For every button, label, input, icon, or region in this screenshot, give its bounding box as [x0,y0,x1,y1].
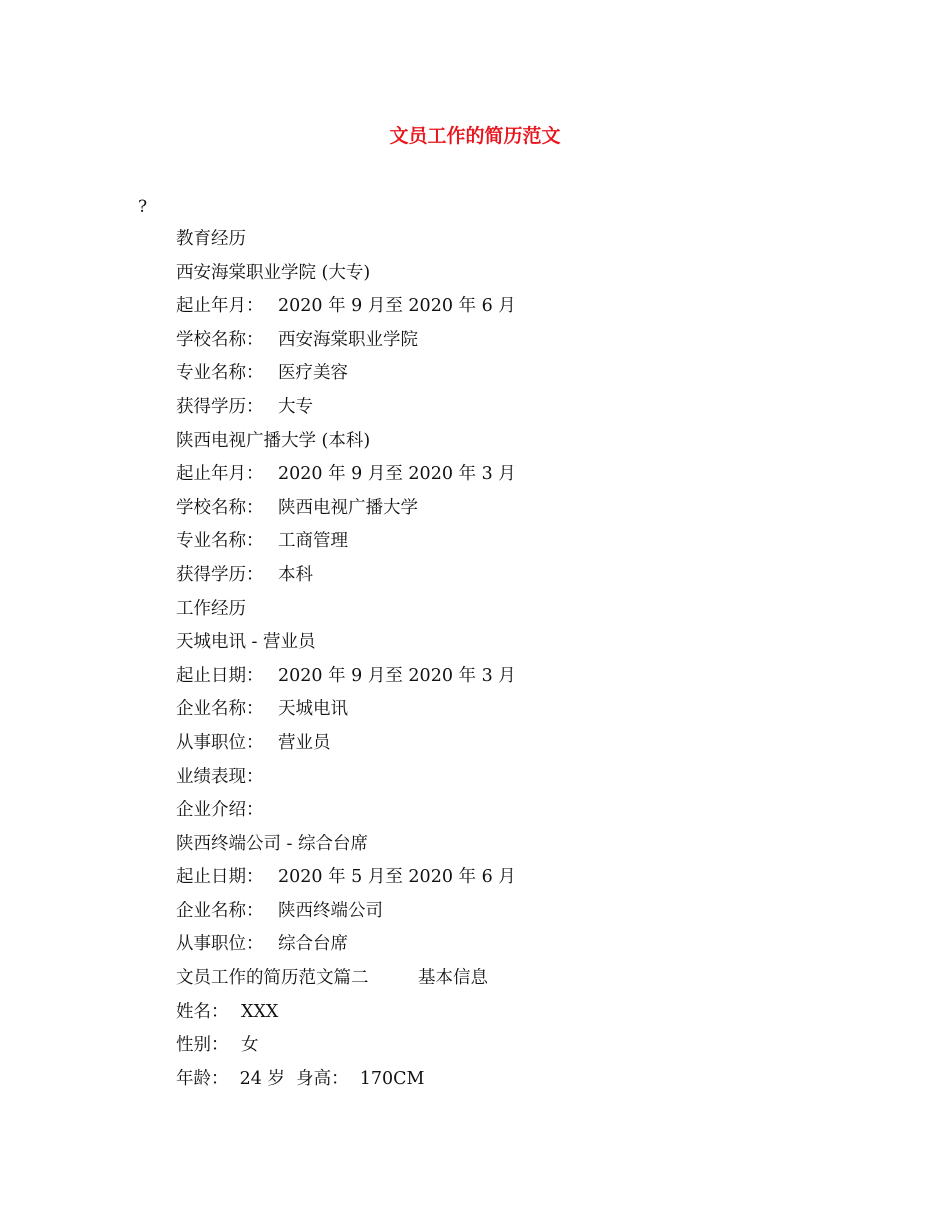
field-row [176,294,516,328]
section-heading-work [176,597,516,631]
field-row [176,395,516,429]
field-label: 学校名称： [176,329,264,350]
line-text: 陕西终端公司 - 综合台席 [176,833,369,854]
field-value: 天城电讯 [278,699,348,720]
field-label: 起止日期： [176,867,264,888]
field-value: 工商管理 [278,531,348,552]
field-row [176,529,516,563]
field-row [176,664,516,698]
field-row [176,496,516,530]
field-row [176,697,516,731]
line-text: 业绩表现： [176,766,264,787]
job-heading [176,630,516,664]
field-value: 本科 [278,564,313,585]
field-label: 获得学历： [176,396,264,417]
field-label: 起止日期： [176,665,264,686]
field-row [176,932,516,966]
field-label: 性别： [176,1035,229,1056]
line-text: 教育经历 [176,229,246,249]
job-heading [176,832,516,866]
field-label: 姓名： [176,1001,229,1022]
field-row [176,1067,516,1101]
field-label: 专业名称： [176,363,264,384]
field-value: 2020 年 9 月至 2020 年 3 月 [278,464,516,485]
field-row [176,731,516,765]
field-value: 陕西终端公司 [278,900,383,921]
line-text: 天城电讯 - 营业员 [176,632,316,653]
field-label: 学校名称： [176,497,264,518]
field-row [176,462,516,496]
field-label: 从事职位： [176,934,264,955]
field-row [176,899,516,933]
field-value: 女 [241,1035,259,1056]
field-value: 2020 年 9 月至 2020 年 3 月 [278,665,516,686]
field-row [176,328,516,362]
field-row [176,765,516,799]
field-label: 起止年月： [176,296,264,317]
field-label: 起止年月： [176,464,264,485]
field-label: 从事职位： [176,732,264,753]
field-value: XXX [241,1001,279,1022]
line-text: 陕西电视广播大学 (本科) [176,430,371,451]
resume-body [176,227,516,1100]
line-text: 年龄： 24 岁 身高： 170CM [176,1068,425,1089]
field-value: 医疗美容 [278,363,348,384]
field-label: 获得学历： [176,564,264,585]
field-row [176,361,516,395]
school-heading [176,261,516,295]
field-value: 2020 年 5 月至 2020 年 6 月 [278,867,516,888]
line-text: 企业介绍： [176,800,264,821]
field-value: 大专 [278,396,313,417]
line-text: 工作经历 [176,598,246,619]
field-row [176,1000,516,1034]
field-value: 营业员 [278,732,331,753]
field-value: 综合台席 [278,934,348,955]
field-label: 专业名称： [176,531,264,552]
field-label: 企业名称： [176,900,264,921]
field-label: 文员工作的简历范文篇二 [176,968,369,989]
field-label: 企业名称： [176,699,264,720]
field-value: 西安海棠职业学院 [278,329,418,350]
question-mark-glyph: ? [138,197,148,217]
section-heading-education [176,227,516,261]
field-value: 基本信息 [418,968,488,989]
line-text: 西安海棠职业学院 (大专) [176,262,371,283]
field-row [176,865,516,899]
school-heading [176,429,516,463]
document-title: 文员工作的简历范文 [389,125,561,147]
field-row [176,798,516,832]
field-row [176,1033,516,1067]
field-value: 2020 年 9 月至 2020 年 6 月 [278,296,516,317]
section-heading-part-two [176,966,516,1000]
field-value: 陕西电视广播大学 [278,497,418,518]
field-row [176,563,516,597]
